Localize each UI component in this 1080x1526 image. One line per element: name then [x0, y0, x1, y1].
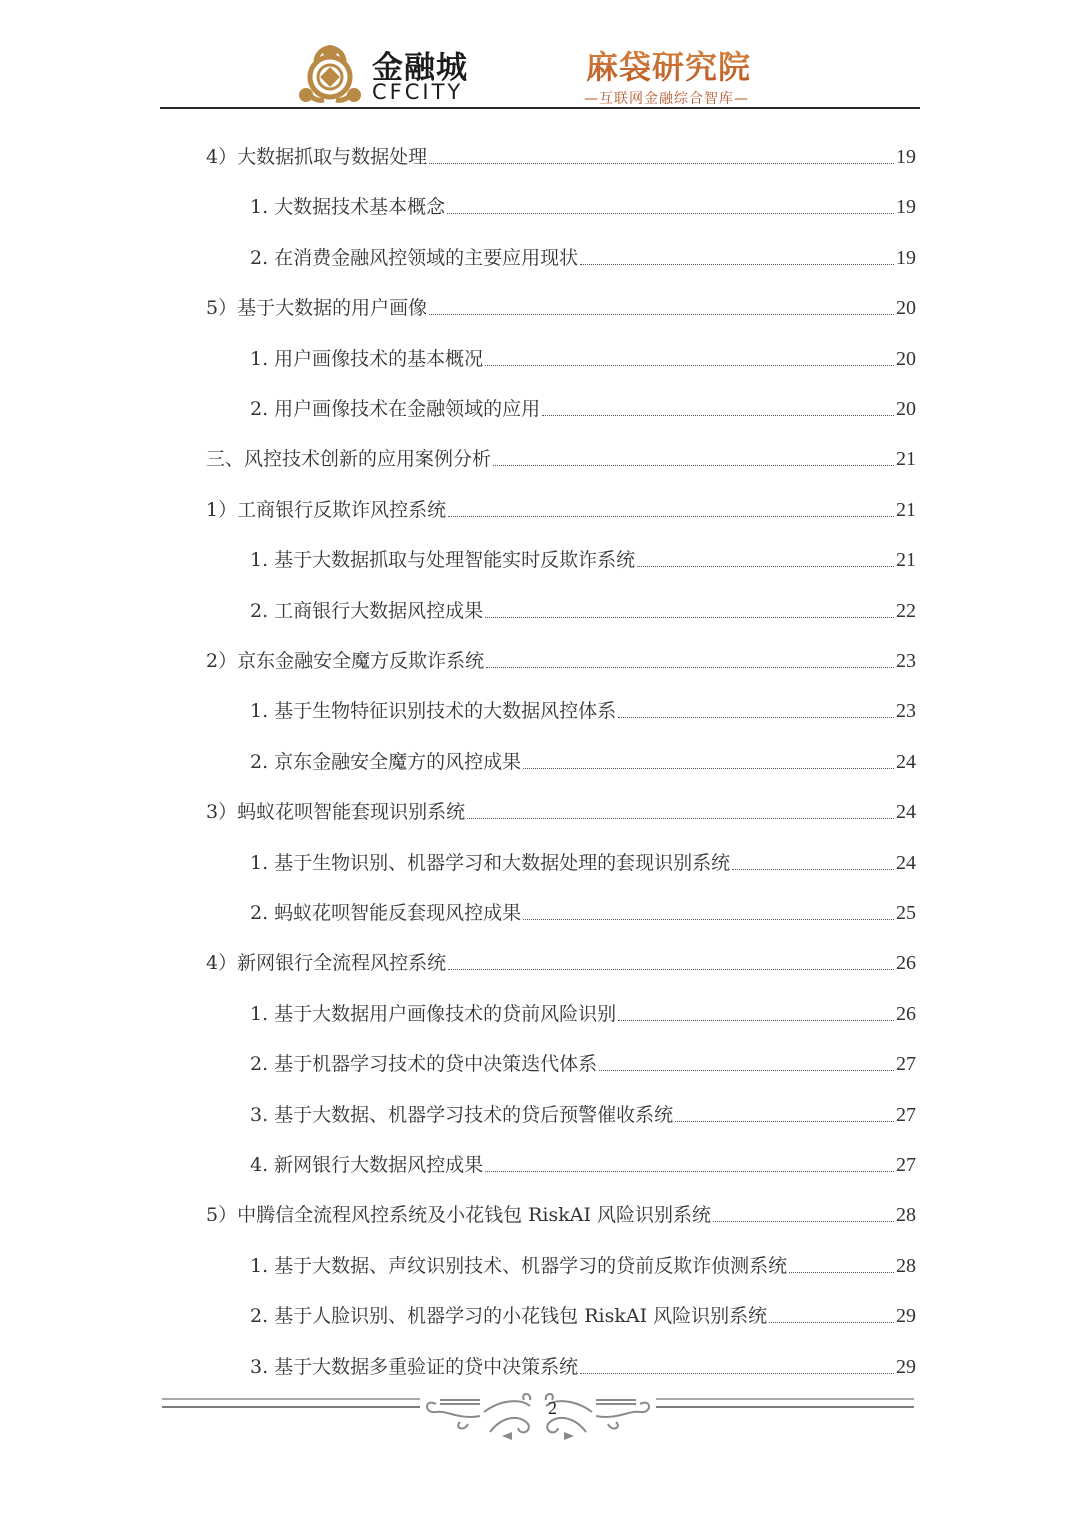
cfcity-logo-icon [294, 40, 366, 108]
dot-leader [769, 1321, 894, 1323]
dot-leader [713, 1220, 894, 1222]
toc-entry-label: 2. 基于人脸识别、机器学习的小花钱包 RiskAI 风险识别系统 [250, 1305, 768, 1328]
toc-entry-page: 21 [896, 549, 916, 572]
dot-leader [732, 868, 894, 870]
toc-entry-page: 29 [896, 1305, 916, 1328]
dot-leader [789, 1271, 894, 1273]
toc-entry-page: 27 [896, 1103, 916, 1126]
toc-entry-page: 24 [896, 801, 916, 824]
toc-entry[interactable] [250, 234, 916, 270]
footer-rule-left [162, 1398, 420, 1408]
dot-leader [485, 616, 894, 618]
dot-leader [448, 968, 894, 970]
toc-entry-label: 3. 基于大数据多重验证的贷中决策系统 [250, 1355, 579, 1378]
dot-leader [542, 414, 894, 416]
toc-entry[interactable] [250, 385, 916, 421]
toc-entry[interactable] [250, 587, 916, 623]
toc-entry-label: 4）大数据抓取与数据处理 [206, 146, 428, 168]
toc-entry-label: 5）中腾信全流程风控系统及小花钱包 RiskAI 风险识别系统 [206, 1204, 712, 1227]
toc-entry[interactable] [250, 839, 916, 875]
toc-entry[interactable] [250, 738, 916, 774]
toc-entry[interactable] [250, 1040, 916, 1076]
dot-leader [599, 1069, 894, 1071]
toc-entry-page: 24 [896, 851, 916, 874]
toc-entry-label: 2）京东金融安全魔方反欺诈系统 [206, 650, 485, 672]
page-footer [160, 1392, 920, 1442]
dot-leader [618, 1019, 894, 1021]
toc-entry[interactable] [250, 183, 916, 219]
dot-leader [675, 1120, 894, 1122]
toc-entry-page: 21 [896, 498, 916, 521]
toc-entry-label: 2. 京东金融安全魔方的风控成果 [250, 750, 522, 773]
dot-leader [493, 464, 894, 466]
dot-leader [448, 515, 894, 517]
toc-entry-page: 19 [896, 196, 916, 219]
madai-institute-subtitle: —互联网金融综合智库— [584, 91, 749, 107]
toc-entry[interactable] [206, 284, 916, 320]
toc-entry-label: 1. 基于生物特征识别技术的大数据风控体系 [250, 700, 617, 723]
cfcity-brand-cn: 金融城 [372, 50, 468, 86]
toc-entry-page: 27 [896, 1154, 916, 1176]
toc-entry[interactable] [250, 335, 916, 371]
toc-entry[interactable] [250, 1091, 916, 1127]
page-header [160, 36, 920, 108]
toc-entry[interactable] [206, 133, 916, 169]
dot-leader [618, 716, 894, 718]
toc-entry[interactable] [250, 1141, 916, 1177]
toc-entry[interactable] [206, 1191, 916, 1227]
header-divider [160, 107, 920, 109]
dot-leader [580, 1372, 894, 1374]
dot-leader [523, 767, 894, 769]
toc-entry-page: 23 [896, 700, 916, 723]
toc-entry[interactable] [206, 939, 916, 975]
toc-entry-label: 2. 在消费金融风控领域的主要应用现状 [250, 246, 579, 269]
toc-entry-label: 1. 基于大数据、声纹识别技术、机器学习的贷前反欺诈侦测系统 [250, 1254, 788, 1277]
dot-leader [523, 918, 894, 920]
toc-entry-label: 2. 用户画像技术在金融领域的应用 [250, 398, 541, 420]
footer-rule-right [656, 1398, 914, 1408]
dot-leader [580, 263, 894, 265]
flourish-ornament-icon [420, 1392, 656, 1442]
toc-entry[interactable] [250, 1343, 916, 1379]
toc-entry-label: 4. 新网银行大数据风控成果 [250, 1154, 484, 1176]
cfcity-brand-en: CFCITY [372, 80, 464, 104]
dot-leader [485, 364, 894, 366]
madai-institute-name: 麻袋研究院 [586, 42, 751, 88]
toc-entry-page: 24 [896, 750, 916, 773]
toc-entry-label: 1. 基于大数据用户画像技术的贷前风险识别 [250, 1002, 617, 1025]
toc-entry[interactable] [250, 536, 916, 572]
toc-entry-page: 19 [896, 246, 916, 269]
toc-entry-page: 28 [896, 1204, 916, 1227]
toc-entry-label: 1. 大数据技术基本概念 [250, 196, 446, 219]
toc-entry[interactable] [250, 1242, 916, 1278]
toc-entry-page: 26 [896, 1002, 916, 1025]
toc-entry-page: 28 [896, 1254, 916, 1277]
dot-leader [447, 212, 894, 214]
toc-entry-page: 19 [896, 146, 916, 168]
toc-entry-page: 29 [896, 1355, 916, 1378]
toc-entry[interactable] [250, 1292, 916, 1328]
toc-entry-page: 20 [896, 398, 916, 420]
toc-entry-label: 2. 基于机器学习技术的贷中决策迭代体系 [250, 1053, 598, 1076]
dot-leader [467, 817, 894, 819]
toc-entry-page: 20 [896, 347, 916, 370]
toc-entry-page: 23 [896, 650, 916, 672]
toc-entry[interactable] [250, 889, 916, 925]
toc-entry-label: 5）基于大数据的用户画像 [206, 297, 428, 320]
toc-entry[interactable] [206, 435, 916, 471]
dot-leader [429, 313, 894, 315]
toc-entry-page: 22 [896, 599, 916, 622]
toc-entry[interactable] [206, 788, 916, 824]
toc-entry-label: 1. 用户画像技术的基本概况 [250, 347, 484, 370]
dot-leader [429, 162, 894, 164]
toc-entry-label: 3. 基于大数据、机器学习技术的贷后预警催收系统 [250, 1103, 674, 1126]
toc-entry[interactable] [206, 486, 916, 522]
toc-entry-label: 1. 基于生物识别、机器学习和大数据处理的套现识别系统 [250, 851, 731, 874]
toc-entry-label: 3）蚂蚁花呗智能套现识别系统 [206, 801, 466, 824]
toc-entry-page: 27 [896, 1053, 916, 1076]
toc-entry-page: 21 [896, 448, 916, 471]
toc-entry[interactable] [250, 687, 916, 723]
toc-entry-label: 三、风控技术创新的应用案例分析 [206, 448, 492, 471]
toc-entry-label: 4）新网银行全流程风控系统 [206, 952, 447, 975]
dot-leader [486, 666, 894, 668]
dot-leader [485, 1170, 894, 1172]
toc-entry[interactable] [250, 990, 916, 1026]
page-number: 2 [548, 1398, 557, 1418]
toc-entry-page: 26 [896, 952, 916, 975]
dot-leader [637, 565, 894, 567]
toc-entry-label: 2. 蚂蚁花呗智能反套现风控成果 [250, 902, 522, 924]
toc-entry-label: 1. 基于大数据抓取与处理智能实时反欺诈系统 [250, 549, 636, 572]
toc-entry-page: 25 [896, 902, 916, 924]
toc-entry-label: 1）工商银行反欺诈风控系统 [206, 498, 447, 521]
toc-entry[interactable] [206, 637, 916, 673]
toc-entry-label: 2. 工商银行大数据风控成果 [250, 599, 484, 622]
toc-entry-page: 20 [896, 297, 916, 320]
